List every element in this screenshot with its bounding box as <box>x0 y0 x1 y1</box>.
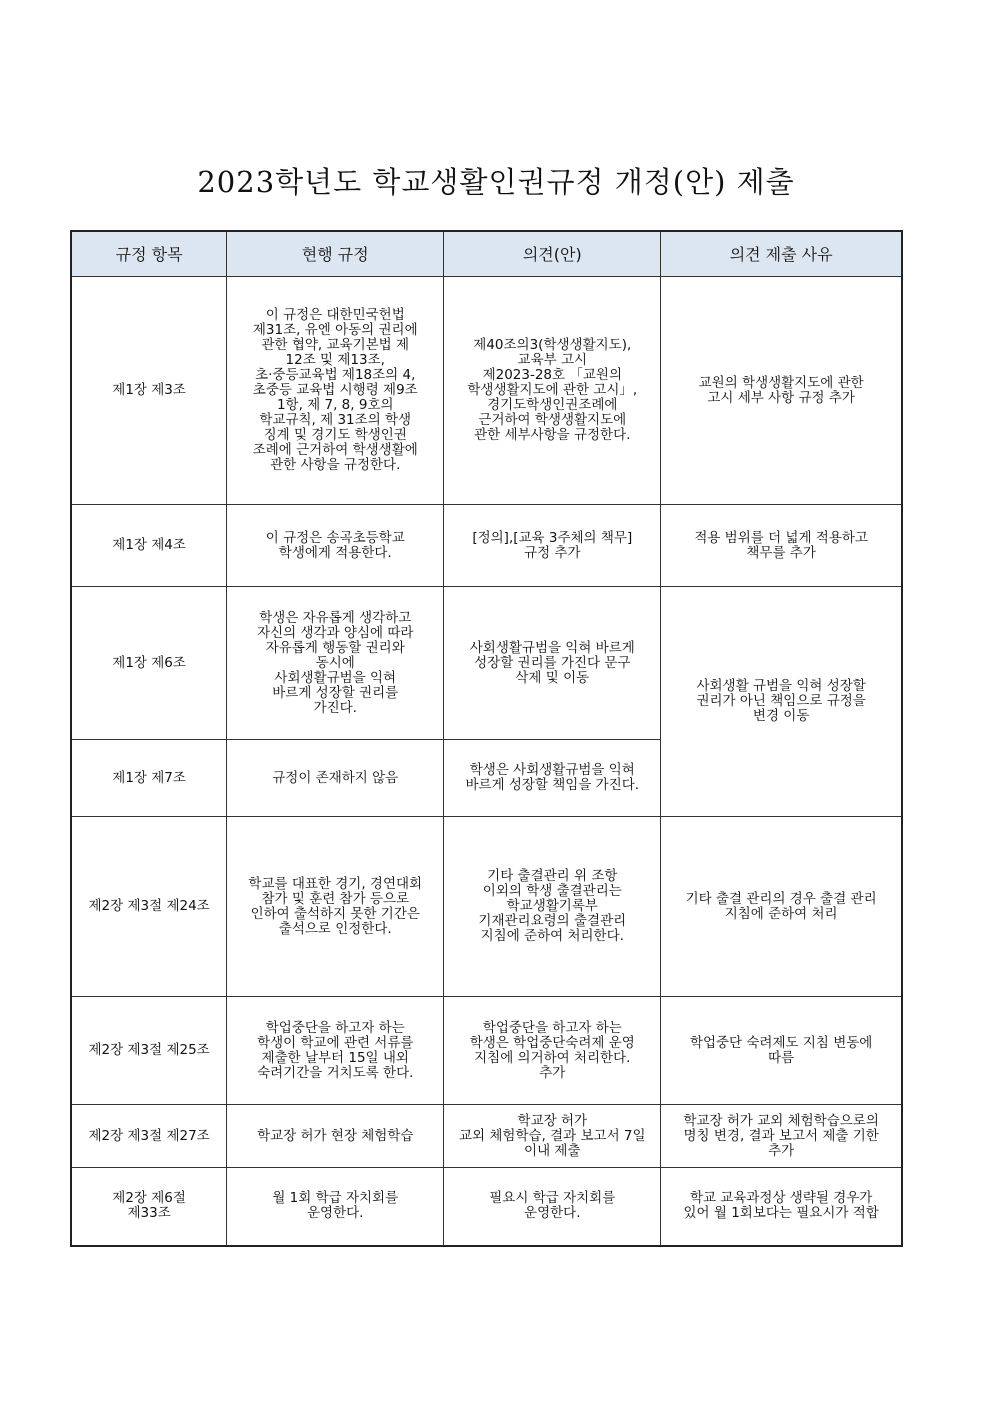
page-title: 2023학년도 학교생활인권규정 개정(안) 제출 <box>197 165 795 199</box>
cell-reason: 학교 교육과정상 생략될 경우가 있어 월 1회보다는 필요시가 적합 <box>661 1168 902 1246</box>
cell-proposal: [정의],[교육 3주체의 책무] 규정 추가 <box>444 505 661 587</box>
cell-item: 제1장 제6조 <box>71 587 227 740</box>
cell-reason: 학교장 허가 교외 체험학습으로의 명칭 변경, 결과 보고서 제출 기한 추가 <box>661 1105 902 1168</box>
cell-current: 학생은 자유롭게 생각하고 자신의 생각과 양심에 따라 자유롭게 행동할 권리와 동시에 사회생활규범을 익혀 바르게 성장할 권리를 가진다. <box>227 587 444 740</box>
table-row <box>71 587 902 740</box>
cell-item: 제2장 제3절 제27조 <box>71 1105 227 1168</box>
cell-reason: 학업중단 숙려제도 지침 변동에 따름 <box>661 997 902 1105</box>
cell-current: 학업중단을 하고자 하는 학생이 학교에 관련 서류를 제출한 날부터 15일 내외 숙려기간을 거치도록 한다. <box>227 997 444 1105</box>
table-header-row <box>71 231 902 277</box>
table-row <box>71 817 902 997</box>
table-row <box>71 1168 902 1246</box>
cell-item: 제2장 제3절 제24조 <box>71 817 227 997</box>
table-row <box>71 505 902 587</box>
cell-item: 제2장 제6절 제33조 <box>71 1168 227 1246</box>
cell-current: 학교를 대표한 경기, 경연대회 참가 및 훈련 참가 등으로 인하여 출석하지 못한 기간은 출석으로 인정한다. <box>227 817 444 997</box>
cell-current: 이 규정은 송곡초등학교 학생에게 적용한다. <box>227 505 444 587</box>
cell-reason: 기타 출결 관리의 경우 출결 관리 지침에 준하여 처리 <box>661 817 902 997</box>
header-reason: 의견 제출 사유 <box>661 231 902 277</box>
cell-reason-merged: 사회생활 규범을 익혀 성장할 권리가 아닌 책임으로 규정을 변경 이동 <box>661 587 902 817</box>
cell-current: 학교장 허가 현장 체험학습 <box>227 1105 444 1168</box>
cell-proposal: 기타 출결관리 위 조항 이외의 학생 출결관리는 학교생활기록부 기재관리요령의 출결관리 지침에 준하여 처리한다. <box>444 817 661 997</box>
cell-item: 제2장 제3절 제25조 <box>71 997 227 1105</box>
header-proposal: 의견(안) <box>444 231 661 277</box>
cell-reason: 적용 범위를 더 넓게 적용하고 책무를 추가 <box>661 505 902 587</box>
cell-proposal: 사회생활규범을 익혀 바르게 성장할 권리를 가진다 문구 삭제 및 이동 <box>444 587 661 740</box>
cell-proposal: 학교장 허가 교외 체험학습, 결과 보고서 7일 이내 제출 <box>444 1105 661 1168</box>
cell-current: 월 1회 학급 자치회를 운영한다. <box>227 1168 444 1246</box>
table-row <box>71 277 902 505</box>
cell-current: 규정이 존재하지 않음 <box>227 740 444 817</box>
cell-proposal: 필요시 학급 자치회를 운영한다. <box>444 1168 661 1246</box>
cell-item: 제1장 제4조 <box>71 505 227 587</box>
cell-item: 제1장 제3조 <box>71 277 227 505</box>
cell-current: 이 규정은 대한민국헌법 제31조, 유엔 아동의 권리에 관한 협약, 교육기본법 제 12조 및 제13조, 초·중등교육법 제18조의 4, 초중등 교육법 시행령 제9조 1항, 제 7, 8, 9호의 학교규칙, 제 31조의 학생 징계 및 경기도 학생인권 조례에 근거하여 학생생활에 관한 사항을 규정한다. <box>227 277 444 505</box>
cell-proposal: 학업중단을 하고자 하는 학생은 학업중단숙려제 운영 지침에 의거하여 처리한다. 추가 <box>444 997 661 1105</box>
cell-reason: 교원의 학생생활지도에 관한 고시 세부 사항 규정 추가 <box>661 277 902 505</box>
header-current: 현행 규정 <box>227 231 444 277</box>
cell-item: 제1장 제7조 <box>71 740 227 817</box>
header-item: 규정 항목 <box>71 231 227 277</box>
regulation-table <box>70 230 903 1247</box>
table-row <box>71 1105 902 1168</box>
cell-proposal: 제40조의3(학생생활지도), 교육부 고시 제2023-28호 「교원의 학생생활지도에 관한 고시」, 경기도학생인권조례에 근거하여 학생생활지도에 관한 세부사항을 규정한다. <box>444 277 661 505</box>
cell-proposal: 학생은 사회생활규범을 익혀 바르게 성장할 책임을 가진다. <box>444 740 661 817</box>
table-row <box>71 997 902 1105</box>
